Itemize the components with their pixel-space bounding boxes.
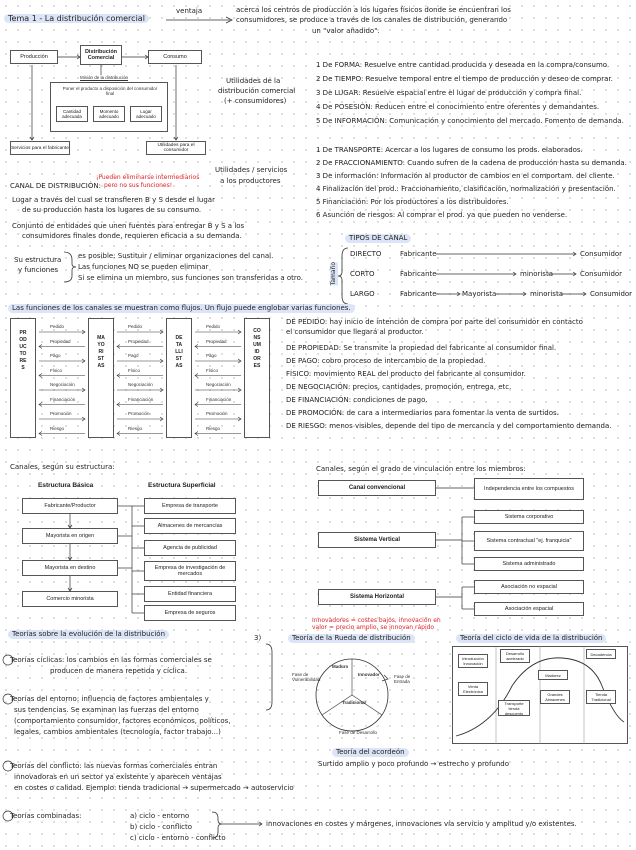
estructura-arrow-2: Las funciones NO se pueden eliminar bbox=[78, 263, 209, 271]
teoria-2a: Teorías del entorno: influencia de factores ambientales y bbox=[10, 695, 209, 703]
ciclo-label: Madurez bbox=[538, 670, 568, 680]
page-title: Tema 1 - La distribución comercial bbox=[4, 14, 149, 23]
estructura-basica-header: Estructura Básica bbox=[38, 482, 94, 489]
utilidades-title-3: (+ consumidores) bbox=[224, 97, 287, 105]
momento-box: Momento adecuado bbox=[93, 106, 125, 122]
ventaja-label: ventaja bbox=[176, 7, 203, 15]
administrado-box: Sistema administrado bbox=[474, 557, 584, 571]
teoria-4-title: Teorías combinadas: bbox=[10, 812, 82, 820]
rueda-title: Teoría de la Rueda de distribución bbox=[288, 634, 415, 643]
flow-label: Pago bbox=[50, 353, 61, 358]
ciclo-title: Teoría del ciclo de vida de la distribución bbox=[456, 634, 606, 643]
teoria-number-marks bbox=[2, 650, 14, 850]
sup-item: Agencia de publicidad bbox=[144, 540, 236, 556]
rueda-label: Fase de Entrada bbox=[394, 674, 411, 684]
utilidades-box: Utilidades para el consumidor bbox=[146, 141, 206, 155]
rueda-label: Fase de Desarrollo bbox=[338, 730, 378, 735]
ventaja-text-2: consumidores, se produce a través de los canales de distribución, generando bbox=[236, 16, 508, 24]
tamano-label: Tamaño bbox=[330, 262, 337, 286]
utilidad-item: 4 De POSESIÓN: Reducen entre el conocimiento entre oferentes y demandantes. bbox=[316, 103, 600, 111]
flow-label: Pedido bbox=[128, 324, 143, 329]
col-detallistas-label: DETALLISTAS bbox=[175, 335, 183, 369]
no-espacial-box: Asociación no espacial bbox=[474, 580, 584, 594]
flujo-text-line: FÍSICO: movimiento REAL del producto del fabricante al consumidor. bbox=[286, 370, 526, 378]
servicio-item: 2 De FRACCIONAMIENTO: Cuando sufren de la cadena de producción hasta su demanda. bbox=[316, 159, 627, 167]
servicios-list bbox=[316, 146, 627, 224]
corporativo-box: Sistema corporativo bbox=[474, 510, 584, 524]
rueda-red-1: Innovadores = costes bajos, innovación en bbox=[312, 617, 441, 624]
lugar-box: Lugar adecuado bbox=[130, 106, 162, 122]
independencia-box: Independencia entre los compuestos bbox=[474, 478, 584, 500]
canal-title: CANAL DE DISTRIBUCIÓN: bbox=[10, 182, 101, 190]
basic-item: Comercio minorista bbox=[22, 591, 118, 607]
canal-bullet-1a: Lugar a través del cual se transfieren B y S desde el lugar bbox=[12, 196, 215, 204]
flow-label: Riesgo bbox=[128, 425, 143, 431]
ciclo-label: Grandes Almacenes bbox=[540, 690, 570, 704]
flujo-text-line: DE NEGOCIACIÓN: precios, cantidades, promoción, entrega, etc. bbox=[286, 383, 512, 391]
largo-mayorista: Mayorista bbox=[462, 290, 497, 298]
sup-item: Empresa de seguros bbox=[144, 605, 236, 621]
canal-bullet-2a: Conjunto de entidades que unen fuentes para entregar B y S a los bbox=[12, 222, 245, 230]
vinculacion-connectors bbox=[436, 480, 496, 620]
teoria-4-item: b) ciclo - conflicto bbox=[130, 823, 193, 831]
flow-label: Pago bbox=[128, 353, 139, 358]
flujo-text-line: DE FINANCIACIÓN: condiciones de pago. bbox=[286, 396, 428, 404]
servicios-box: Servicios para el fabricante bbox=[10, 141, 70, 155]
flow-label: Riesgo bbox=[50, 425, 65, 431]
flow-label: Físico bbox=[128, 367, 141, 373]
teoria-3b: innovadoras en un sector ya existente y aparecen ventajas bbox=[14, 773, 222, 781]
flow-label: Pago bbox=[206, 353, 217, 358]
servicio-item: 3 De información: Información al productor de cambios en el comportam. del cliente. bbox=[316, 172, 615, 180]
teoria-4-item: c) ciclo - entorno - conflicto bbox=[130, 834, 226, 842]
flow-label: Financiación bbox=[50, 396, 76, 402]
teoria-3c: en costes o calidad. Ejemplo: tienda tradicional → supermercado → autoservicio bbox=[14, 784, 294, 792]
flow-label: Promoción bbox=[128, 411, 150, 416]
produccion-box: Producción bbox=[10, 50, 58, 64]
flow-label: Propiedad bbox=[50, 338, 71, 344]
ciclo-label: Desarrollo acelerado bbox=[500, 649, 530, 663]
basic-item: Mayorista en destino bbox=[22, 560, 118, 576]
tipos-title: TIPOS DE CANAL bbox=[345, 234, 411, 243]
teoria-bracket bbox=[264, 642, 278, 712]
mision-sub: Poner el producto a disposición del consumidor final bbox=[62, 86, 158, 96]
servicios-title-1: Utilidades / servicios bbox=[215, 166, 288, 174]
corto-consumidor: Consumidor bbox=[580, 270, 623, 278]
flow-label: Propiedad bbox=[128, 338, 149, 344]
corto-minorista: minorista bbox=[520, 270, 553, 278]
estructura-superficial-header: Estructura Superficial bbox=[148, 482, 216, 489]
utilidades-title-2: distribución comercial bbox=[218, 87, 296, 95]
directo-label: DIRECTO bbox=[350, 250, 382, 258]
estructura-arrow-1: es posible: Sustituir / eliminar organizaciones del canal. bbox=[78, 252, 274, 260]
cantidad-box: Cantidad adecuada bbox=[56, 106, 88, 122]
sup-item: Empresa de investigación de mercados bbox=[144, 561, 236, 581]
ventaja-text-1: acerca los centros de producción a los lugares físicos donde se encuentran los bbox=[236, 6, 511, 14]
mision-title: Misión de la distribución bbox=[80, 75, 129, 80]
teoria-1b: producen de manera repetida y cíclica. bbox=[50, 667, 188, 675]
flujo-text-line: DE PAGO: cobro proceso de intercambio de la propiedad. bbox=[286, 357, 486, 365]
flujo-text-line: DE RIESGO: menos visibles, depende del tipo de mercancía y del comportamiento demanda. bbox=[286, 422, 612, 430]
servicios-title-2: a los productores bbox=[220, 177, 281, 185]
flow-label: Negociación bbox=[128, 382, 153, 387]
canal-bullet-2b: consumidores finales donde, requieren eficacia a su demanda. bbox=[22, 232, 242, 240]
utilidades-title-1: Utilidades de la bbox=[226, 77, 281, 85]
espacial-box: Asociación espacial bbox=[474, 602, 584, 616]
teoria-4-result: innovaciones en costes y márgenes, innovaciones vía servicio y amplitud y/o existentes. bbox=[266, 820, 577, 828]
sistema-horizontal-box: Sistema Horizontal bbox=[318, 589, 436, 605]
canal-red-note-1: ¡Pueden eliminarse intermediarios bbox=[96, 174, 200, 181]
flow-label: Negociación bbox=[50, 382, 75, 387]
col-consumidores-label: CONSUMIDORES bbox=[253, 328, 261, 369]
acordeon-title: Teoría del acordeón bbox=[332, 748, 409, 757]
estructura-arrow-3: Si se elimina un miembro, sus funciones son transferidas a otro. bbox=[78, 274, 304, 282]
largo-consumidor: Consumidor bbox=[590, 290, 633, 298]
flujo-text-line: el consumidor que llegará al productor. bbox=[286, 328, 424, 336]
canal-bullet-1b: de su producción hasta los lugares de su consumo. bbox=[22, 206, 202, 214]
estructura-heading: Canales, según su estructura: bbox=[10, 463, 115, 471]
ciclo-label: Introducción Innovación bbox=[458, 654, 488, 668]
utilidad-item: 2 De TIEMPO: Resuelve temporal entre el tiempo de producción y deseo de comprar. bbox=[316, 75, 613, 83]
directo-consumidor: Consumidor bbox=[580, 250, 623, 258]
flow-label: Promoción bbox=[50, 411, 72, 416]
contractual-box: Sistema contractual "ej. franquicia" bbox=[474, 531, 584, 551]
tipos-arrows bbox=[336, 248, 636, 308]
canal-convencional-box: Canal convencional bbox=[318, 480, 436, 496]
col-mayoristas-label: MAYORISTAS bbox=[97, 335, 105, 369]
estructura-connectors bbox=[0, 480, 240, 620]
utilidad-item: 5 De INFORMACIÓN: Comunicación y conocimiento del mercado. Fomento de demanda. bbox=[316, 117, 624, 125]
flujo-text-line: DE PEDIDO: hay inicio de intención de compra por parte del consumidor en contacto bbox=[286, 318, 583, 326]
corto-label: CORTO bbox=[350, 270, 375, 278]
funciones-heading: Las funciones de los canales se muestran como flujos. Un flujo puede englobar varias funciones. bbox=[8, 304, 355, 313]
corto-fabricante: Fabricante bbox=[400, 270, 437, 278]
flujos-text-list bbox=[286, 318, 611, 435]
ciclo-label: Venta Electrónica bbox=[458, 682, 488, 696]
flow-label: Financiación bbox=[206, 396, 232, 402]
servicio-item: 5 Financiación: Por los productores a los distribuidores. bbox=[316, 198, 509, 206]
estructura-label-2: y funciones bbox=[18, 266, 59, 274]
teoria-2c: (comportamiento consumidor, factores económicos, políticos, bbox=[14, 717, 231, 725]
flow-label: Físico bbox=[206, 367, 219, 373]
rueda-label: Tradicional bbox=[342, 700, 366, 705]
sup-item: Almacenes de mercancías bbox=[144, 518, 236, 534]
flujo-text-line: DE PROMOCIÓN: de cara a intermediarios para fomentar la venta de surtidos. bbox=[286, 409, 559, 417]
teoria-3a: Teorías del conflicto: las nuevas formas comerciales entran bbox=[10, 762, 218, 770]
sistema-vertical-box: Sistema Vertical bbox=[318, 532, 436, 548]
col-productores-label: PRODUCTORES bbox=[19, 330, 27, 371]
ciclo-label: Decadencia bbox=[586, 649, 616, 659]
consumo-box: Consumo bbox=[148, 50, 202, 64]
ventaja-text-3: un "valor añadido". bbox=[312, 27, 380, 35]
vinculacion-heading: Canales, según el grado de vinculación entre los miembros: bbox=[316, 465, 526, 473]
estructura-label-1: Su estructura bbox=[14, 256, 62, 264]
sup-item: Empresa de transporte bbox=[144, 498, 236, 514]
flow-label: Riesgo bbox=[206, 425, 221, 431]
canal-red-note-2: pero no sus funciones! bbox=[104, 182, 173, 189]
utilidades-list bbox=[316, 61, 624, 131]
servicio-item: 4 Finalización del prod.: Fraccionamiento, clasificación, normalización y presentación. bbox=[316, 185, 616, 193]
largo-minorista: minorista bbox=[530, 290, 563, 298]
directo-fabricante: Fabricante bbox=[400, 250, 437, 258]
rueda-label: Innovador bbox=[358, 672, 380, 677]
teoria-2d: legales, cambios ambientales (tecnología, factor trabajo...) bbox=[14, 728, 221, 736]
flow-label: Promoción bbox=[206, 411, 228, 416]
teoria-num-3: 3) bbox=[254, 634, 262, 642]
teorias-heading: Teorías sobre la evolución de la distribución bbox=[8, 630, 169, 639]
servicio-item: 1 De TRANSPORTE: Acercar a los lugares de consumo los prods. elaborados. bbox=[316, 146, 583, 154]
flow-label: Financiación bbox=[128, 396, 154, 402]
servicio-item: 6 Asunción de riesgos: Al comprar el prod. ya que pueden no venderse. bbox=[316, 211, 568, 219]
rueda-label: Maduro bbox=[332, 664, 349, 669]
teoria-4-brace bbox=[210, 810, 270, 840]
ciclo-label: Tienda Tradicional bbox=[586, 690, 616, 704]
flow-label: Pedido bbox=[50, 324, 65, 329]
flow-label: Físico bbox=[50, 367, 63, 373]
basic-item: Fabricante/Productor bbox=[22, 498, 118, 514]
ciclo-label: Transporte tienda descuento bbox=[498, 700, 530, 716]
largo-label: LARGO bbox=[350, 290, 375, 298]
distribucion-box: Distribución Comercial bbox=[80, 45, 122, 65]
teoria-4-item: a) ciclo - entorno bbox=[130, 812, 190, 820]
flow-label: Propiedad bbox=[206, 338, 227, 344]
rueda-label: Fase de Vulnerabilidad bbox=[292, 672, 321, 682]
sup-item: Entidad financiera bbox=[144, 586, 236, 602]
flujo-text-line: DE PROPIEDAD: Se transmite la propiedad del fabricante al consumidor final. bbox=[286, 344, 557, 352]
teoria-2b: sus tendencias. Se examinan las fuerzas del entorno bbox=[14, 706, 199, 714]
flow-label: Negociación bbox=[206, 382, 231, 387]
basic-item: Mayorista en origen bbox=[22, 528, 118, 544]
teoria-1a: Teorías cíclicas: los cambios en las formas comerciales se bbox=[10, 656, 212, 664]
largo-fabricante: Fabricante bbox=[400, 290, 437, 298]
flow-label: Pedido bbox=[206, 324, 221, 329]
utilidad-item: 3 De LUGAR: Resuelve espacial entre el lugar de producción y compra final. bbox=[316, 89, 582, 97]
ventaja-arrow bbox=[166, 12, 236, 32]
acordeon-text: Surtido amplio y poco profundo → estrecho y profundo bbox=[318, 760, 510, 768]
utilidad-item: 1 De FORMA: Resuelve entre cantidad producida y deseada en la compra/consumo. bbox=[316, 61, 610, 69]
rueda-red-2: valor = precio amplio, se innovan rápido bbox=[312, 624, 435, 631]
